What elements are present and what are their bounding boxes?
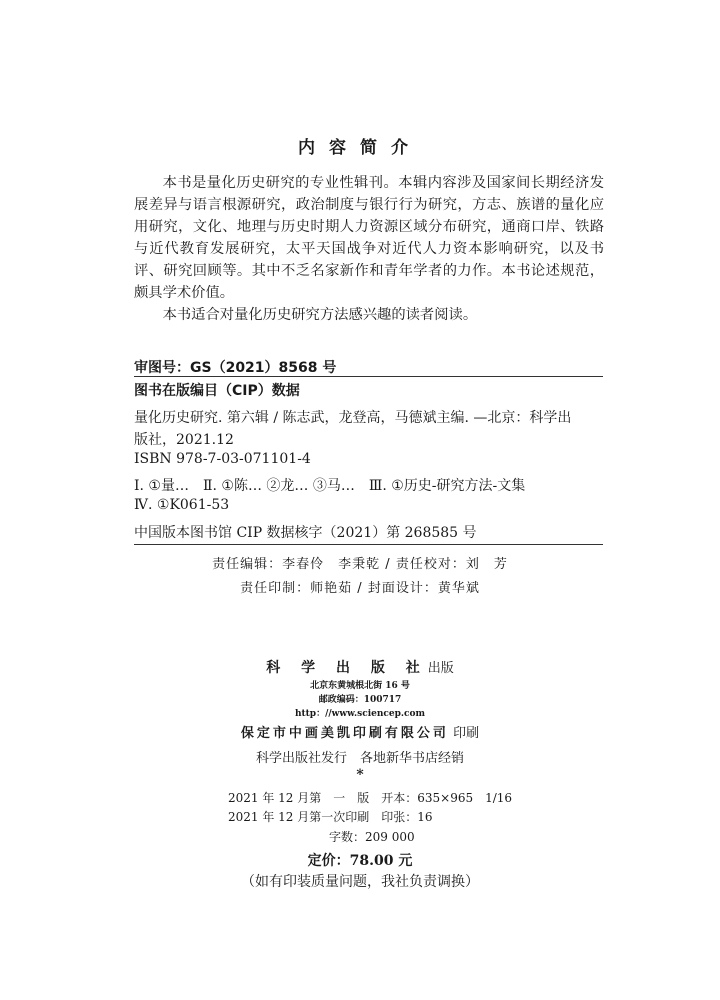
intro-paragraph-2: 本书适合对量化历史研究方法感兴趣的读者阅读。 <box>162 307 478 323</box>
map-approval-number: 审图号：GS（2021）8568 号 <box>134 360 337 376</box>
printing-info: 2021 年 12 月第一次印刷 印张：16 <box>228 810 433 824</box>
cip-number: 中国版本图书馆 CIP 数据核字（2021）第 268585 号 <box>134 525 477 541</box>
printer-name: 保定市中画美凯印刷有限公司 <box>240 726 449 741</box>
edition-info: 2021 年 12 月第 一 版 开本：635×965 1/16 <box>228 791 513 805</box>
staff-production: 责任印制：师艳茹 / 封面设计：黄华斌 <box>240 581 480 596</box>
classification-line-2: Ⅳ. ①K061-53 <box>134 497 230 513</box>
publisher-line <box>0 657 720 677</box>
quality-note: （如有印装质量问题，我社负责调换） <box>241 874 479 890</box>
page-title: 内容简介 <box>298 138 422 158</box>
distribution: 科学出版社发行 各地新华书店经销 <box>255 751 464 766</box>
divider-top <box>134 376 603 377</box>
cip-entry-line-2: 版社，2021.12 <box>134 432 234 448</box>
price: 定价：78.00 元 <box>307 853 413 869</box>
publisher-suffix: 出版 <box>427 661 454 676</box>
publisher-name: 科 学 出 版 社 <box>266 660 428 676</box>
publisher-address: 北京东黄城根北街 16 号 <box>310 681 410 691</box>
separator-star: * <box>356 767 364 783</box>
cip-entry-line-1: 量化历史研究. 第六辑 / 陈志武，龙登高，马德斌主编. —北京：科学出 <box>134 410 572 426</box>
intro-text <box>134 172 604 326</box>
staff-editors: 责任编辑：李春伶 李秉乾 / 责任校对：刘 芳 <box>212 557 508 572</box>
publisher-url: http：//www.sciencep.com <box>294 709 426 719</box>
cip-header: 图书在版编目（CIP）数据 <box>134 383 300 399</box>
isbn: ISBN 978-7-03-071101-4 <box>134 451 311 467</box>
printer-suffix: 印刷 <box>453 726 480 741</box>
publisher-postcode: 邮政编码：100717 <box>318 695 402 705</box>
word-count: 字数：209 000 <box>329 830 415 844</box>
intro-paragraph-1: 本书是量化历史研究的专业性辑刊。本辑内容涉及国家间长期经济发展差异与语言根源研究，政治制度与银行行为研究，方志、族谱的量化应用研究，文化、地理与历史时期人力资源区域分布研究，通商口岸、铁路与近代教育发展研究，太平天国战争对近代人力资本影响研究，以及书评、研究回顾等。其中不乏名家新作和青年学者的力作。本书论述规范，颇具学术价值。 <box>134 175 604 301</box>
printer-line <box>0 722 720 741</box>
classification-line-1: Ⅰ. ①量… Ⅱ. ①陈… ②龙… ③马… Ⅲ. ①历史-研究方法-文集 <box>134 478 526 494</box>
divider-bottom <box>134 544 603 545</box>
